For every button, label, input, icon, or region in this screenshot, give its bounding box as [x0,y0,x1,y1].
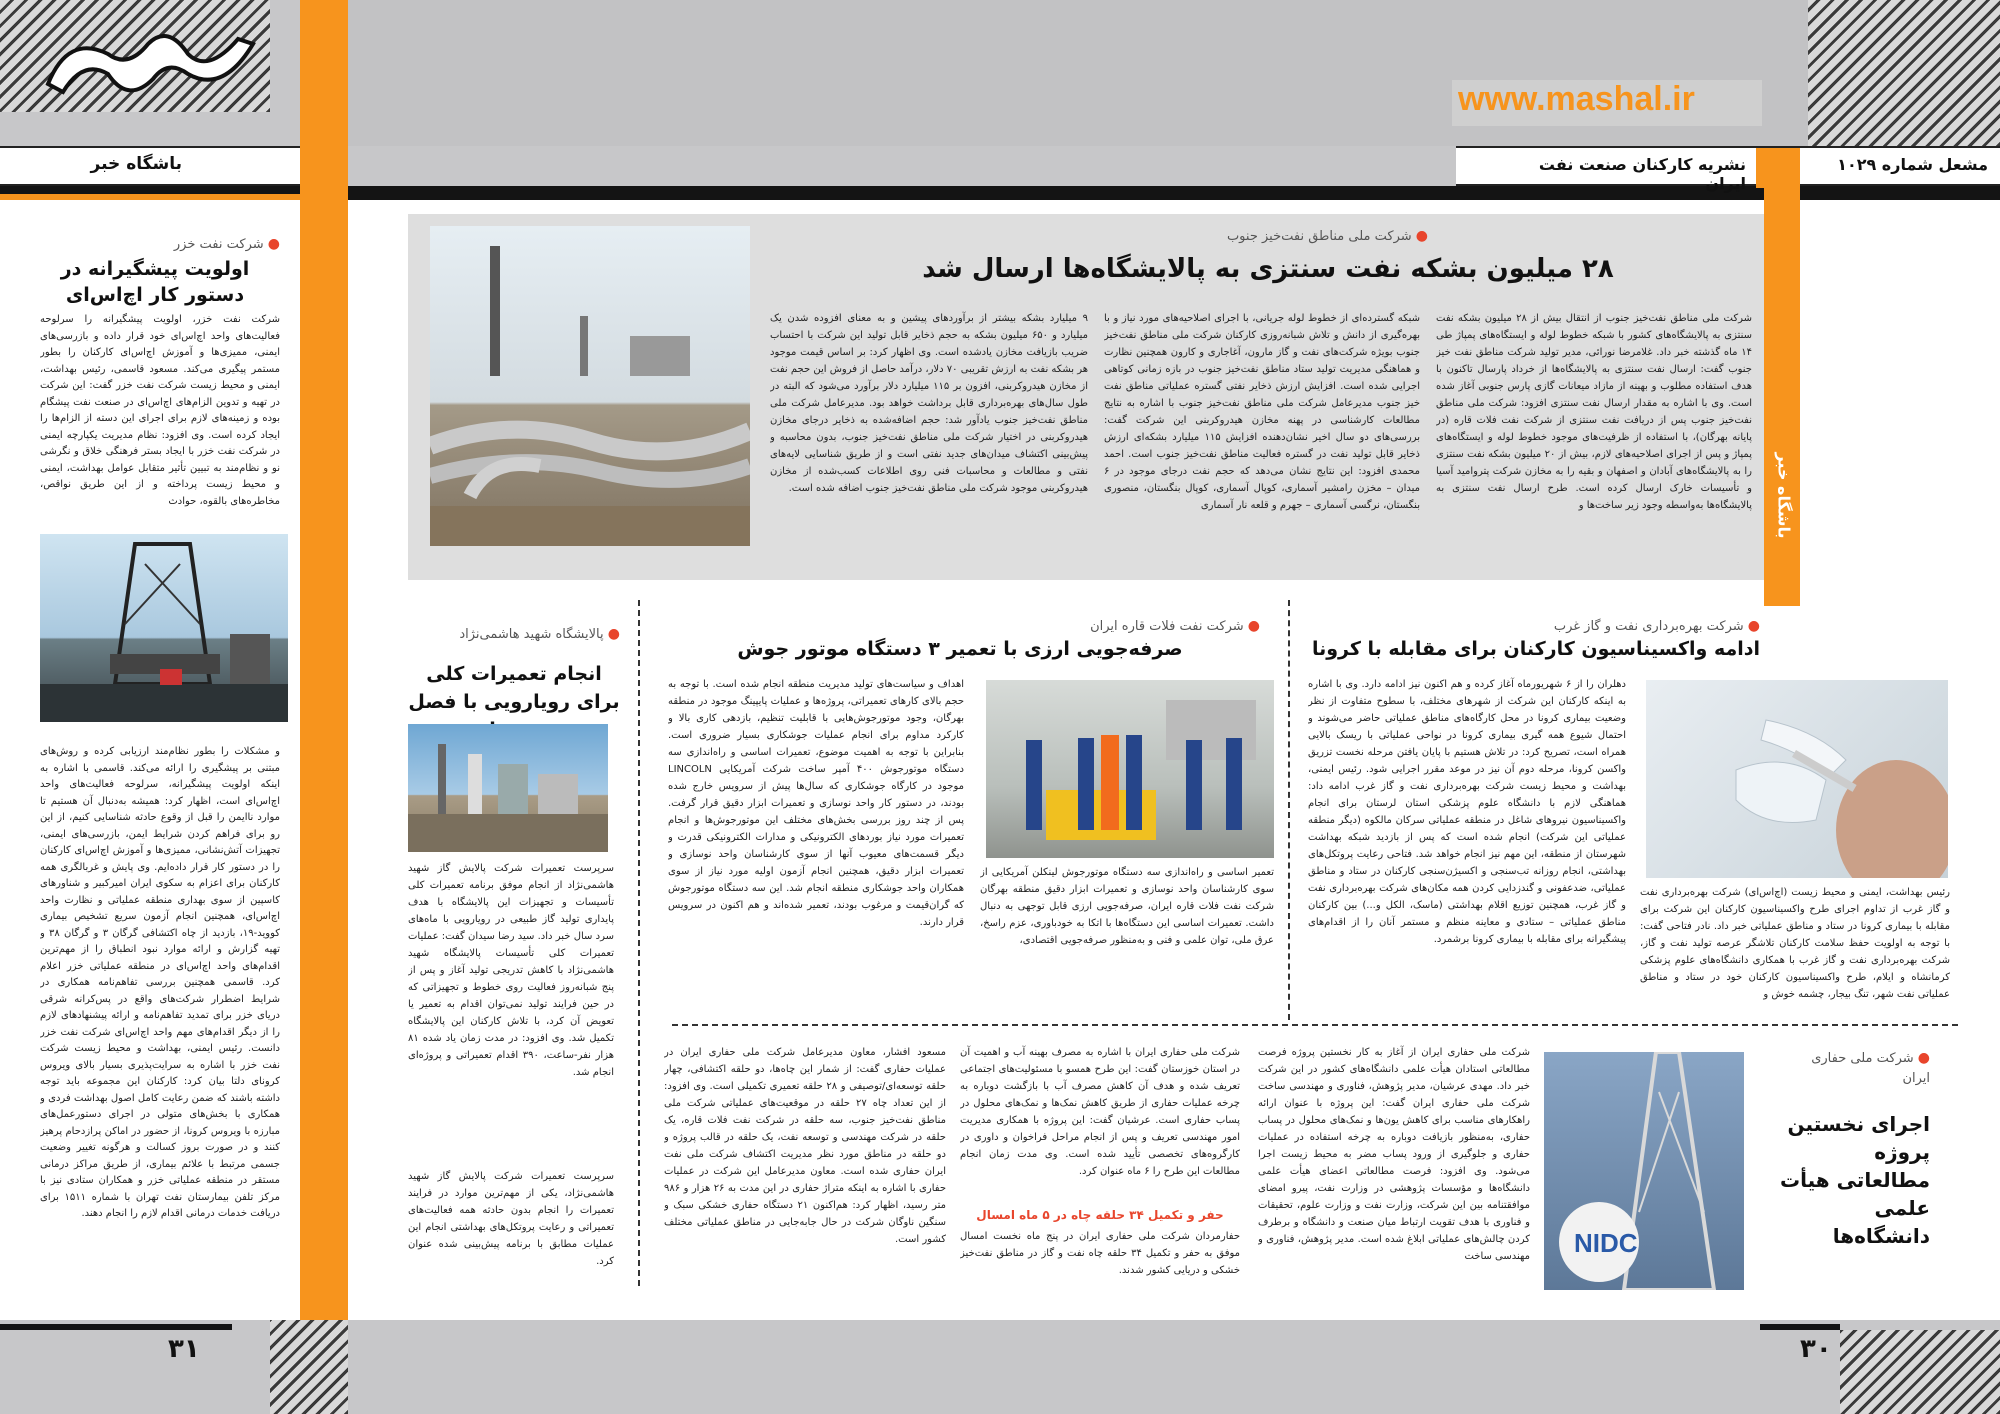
engines-text-1: اهداف و سیاست‌های تولید مدیریت منطقه انجام شده است. با توجه به حجم بالای کارهای تعمیراتی، پروژه‌ها و عملیات پایپینگ موجود در منطقه بهرگان، وجود موتورجوش‌هایی با قابلیت تنظیم، بازدهی کاری بالا و کارکرد مداوم برای انجام عملیات جوشکاری بسیار ضروری است. بنابراین با توجه به اهمیت موضوع، تعمیرات اساسی و راه‌اندازی سه دستگاه موتورجوش ۴۰۰ آمپر ساخت شرکت آمریکایی LINCOLN موجود در کارگاه جوشکاری که سال‌ها پیش از سرویس خارج شده بودند، در دستور کار واحد نوسازی و تعمیرات ابزار دقیق قرار گرفت. پس از چند روز بررسی بخش‌های مختلف این موتورجوش‌ها و انجام تعمیرات مورد نیاز بوردهای الکترونیکی و مدارات الکترونیکی قدرت و دیگر قسمت‌های معیوب آنها از سوی کارشناسان واحد نوسازی و تعمیرات ابزار دقیق، همچنین انجام آزمون اولیه مورد نیاز از سوی همکاران واحد جوشکاری منطقه انجام شد. این سه دستگاه موتورجوش که گران‌قیمت و مرغوب بودند، تعمیر شده‌اند و هم اکنون در سرویس قرار دارند. [668,679,964,928]
oil-facility-photo [430,226,750,546]
issue-number: مشعل شماره ۱۰۲۹ [1837,155,1988,174]
website-banner [1452,80,1762,126]
divider-1 [1288,600,1290,1020]
section-title: باشگاه خبر [90,154,182,174]
page-number-right: ۳۰ [1760,1320,2000,1390]
drilling-text-1: شرکت ملی حفاری ایران از آغاز به کار نخستین پروژه فرصت مطالعاتی استادان هیأت علمی دانشگاه‌های کشور در این شرکت خبر داد. مهدی عرشیان، مدیر پژوهش، فناوری و مهندسی ساخت شرکت ملی حفاری ایران گفت: این پروژه با عنوان ارائه راهکارهای مناسب برای کاهش یون‌ها و نمک‌های محلول در پساب حفاری، به‌منظور بازیافت دوباره به چرخه استفاده در عملیات حفاری و جلوگیری از ورود پساب مضر به محیط زیست اجرا می‌شود. وی افزود: فرصت مطالعاتی اعضای هیأت علمی دانشگاه‌ها و مؤسسات پژوهشی در وزارت نفت، پیرو امضای موافقتنامه بین این شرکت، وزارت نفت و وزارت علوم، تحقیقات و فناوری با هدف تقویت ارتباط میان صنعت و دانشگاه و برطرف کردن چالش‌های عملیاتی ابلاغ شده است. مدیر پژوهش، فناوری و مهندسی ساخت [1258,1047,1530,1262]
drilling-kicker: ● شرکت ملی حفاری ایران [1811,1050,1930,1086]
website-url[interactable]: www.mashal.ir [1458,80,1695,118]
vaccine-caption: رئیس بهداشت، ایمنی و محیط زیست (اچ‌اس‌ای) شرکت بهره‌برداری نفت و گاز غرب از تداوم اجرای طرح واکسیناسیون کارکنان این شرکت برای مقابله با بیماری کرونا در ستاد و مناطق عملیاتی خبر داد. نادر فتاحی گفت: با توجه به اولویت حفظ سلامت کارکنان تلاشگر عرصه تولید نفت و گاز، شرکت بهره‌برداری نفت و گاز غرب با همکاری دانشگاه‌های علوم پزشکی کرمانشاه و ایلام، طرح واکسیناسیون کارکنان خود در ستاد و مناطق عملیاتی نفت شهر، تنگ بیجار، چشمه خوش و [1640,887,1950,1000]
left-text-1: شرکت نفت خزر، اولویت پیشگیرانه را سرلوحه فعالیت‌های واحد اچ‌اس‌ای خود قرار داده و بازرسی‌های ایمنی، ممیزی‌ها و آموزش اچ‌اس‌ای کارکنان را بطور مستمر پیگیری می‌کند. مسعود قاسمی، رئیس بهداشت، ایمنی و محیط زیست شرکت نفت خزر گفت: این شرکت در تهیه و تدوین الزام‌های اچ‌اس‌ای در صنعت نفت پیشگام بوده و زمینه‌های لازم برای اجرای این دسته از الزام‌ها را ایجاد کرده است. وی افزود: نظام مدیریت یکپارچه ایمنی در شرکت نفت خزر با ایجاد بستر فرهنگی خلاق و نگرشی نو و نظام‌مند به تبیین تأثیر متقابل عوامل بهداشت، ایمنی و محیط زیست پرداخته و از این طریق نواقص، مخاطره‌های بالقوه، حوادث [40,314,280,507]
drilling-text-4: مسعود افشار، معاون مدیرعامل شرکت ملی حفاری ایران در عملیات حفاری گفت: از شمار این چاه‌ها، دو حلقه اکتشافی، چهار حلقه توسعه‌ای/توصیفی و ۲۸ حلقه تعمیری تکمیلی است. وی افزود: از این تعداد چاه ۲۷ حلقه در موقعیت‌های عملیاتی شرکت ملی مناطق نفت‌خیز جنوب، سه حلقه در شرکت نفت فلات قاره، یک حلقه در شرکت مهندسی و توسعه نفت، یک حلقه در قالب پروژه و دو حلقه در مناطق مورد نظر مدیریت اکتشاف شرکت ملی نفت ایران حفاری شده است. معاون مدیرعامل این شرکت در عملیات حفاری با اشاره به اینکه متراژ حفاری در این مدت به ۲۶ هزار و ۹۸۶ متر رسید، اظهار کرد: هم‌اکنون ۲۱ دستگاه حفاری خشکی سبک و سنگین ناوگان شرکت در حال جابه‌جایی در مناطق عملیاتی مختلف کشور است. [664,1047,946,1245]
gutter-hatch [270,1320,348,1414]
engines-caption: تعمیر اساسی و راه‌اندازی سه دستگاه موتورجوش لینکلن آمریکایی از سوی کارشناسان واحد نوسازی و تعمیرات ابزار دقیق منطقه بهرگان شرکت نفت فلات قاره ایران، صرفه‌جویی ارزی قابل توجهی به دنبال داشت. تعمیرات اساسی این دستگاه‌ها با اتکا به خودباوری، عزم راسخ، عرق ملی، توان علمی و فنی و به‌منظور صرفه‌جویی اقتصادی، [980,867,1274,946]
drilling-title: اجرای نخستین پروژه مطالعاتی هیأت علمی دانشگاه‌ها [1779,1112,1930,1248]
workers-photo [986,680,1274,858]
publication-bar [1456,146,2000,193]
lead-col-2: شبکه گسترده‌ای از خطوط لوله جریانی، با اجرای اصلاحیه‌های مورد نیاز و با بهره‌گیری از دانش و تلاش شبانه‌روزی کارکنان شرکت ملی مناطق نفت‌خیز جنوب بویژه شرکت‌های نفت و گاز مارون، آغاجاری و کارون همچنین نظارت و هماهنگی مدیریت تولید ستاد مناطق نفت‌خیز جنوب در بازه زمانی کوتاهی اجرایی شده است. افزایش ارزش ذخایر نفتی گستره عملیاتی مناطق نفت خیز جنوب مدیرعامل شرکت ملی مناطق نفت‌خیز جنوب با اشاره به نتایج مطالعات کارشناسی در پهنه مخازن هیدروکربنی این شرکت گفت: بررسی‌های دو سال اخیر نشان‌دهنده افزایش ۱۱۵ میلیارد بشکه‌ای ارزش ذخایر قابل تولید نفت در گستره فعالیت مناطق نفت‌خیز جنوب است. احمد محمدی افزود: این نتایج نشان می‌دهد که حجم نفت درجای موجود در ۶ میدان – مخزن رامشیر آسماری، کوپال آسماری، کوپال بنگستان، منصوری بنگستان، نرگسی آسماری – جهرم و قلعه نار آسماری [1104,313,1420,511]
left-kicker: ● شرکت نفت خزر [173,236,280,252]
lead-title: ۲۸ میلیون بشکه نفت سنتزی به پالایشگاه‌ها ارسال شد [922,254,1614,284]
vaccine-text-1: دهلران را از ۶ شهریورماه آغاز کرده و هم اکنون نیز ادامه دارد. وی با اشاره به اینکه کارکنان این شرکت از شهرهای مختلف، با سطوح متفاوت از نظر وضعیت بیماری کرونا در محل کارگاه‌های مناطق عملیاتی حاضر می‌شوند و احتمال شیوع همه گیری بیماری کرونا در نواحی عملیاتی با ریسک بالایی همراه است، تصریح کرد: در تلاش هستیم با پایان یافتن مرحله نخست تزریق واکسن کرونا، مرحله دوم آن نیز در موعد مقرر اجرایی شود. رئیس ایمنی، بهداشت و محیط زیست شرکت بهره‌برداری نفت و گاز غرب ادامه داد: هماهنگی لازم با دانشگاه علوم پزشکی استان لرستان برای انجام واکسیناسیون نیروهای شاغل در منطقه عملیاتی سرکان مالکوه (دیگر منطقه عملیاتی این شرکت) انجام شده است که پس از بازدید شبکه بهداشت شهرستان از منطقه، این مهم نیز انجام خواهد شد. فتاحی رعایت پروتکل‌های بهداشتی، انجام روزانه تب‌سنجی و اکسیژن‌سنجی کارکنان در ستاد و مناطق عملیاتی، ضدعفونی و گندزدایی کردن همه مکان‌های شرکت بهره‌برداری نفت و گاز غرب، همچنین توزیع اقلام بهداشتی (ماسک، الکل و...) بین کارکنان مناطق عملیاتی – ستادی و معاینه منظم و مستمر آنان را از اقدام‌های پیشگیرانه برای مقابله با بیماری کرونا برشمرد. [1308,679,1626,945]
vaccination-photo [1646,680,1948,878]
lead-kicker: ● شرکت ملی مناطق نفت‌خیز جنوب [1226,228,1428,244]
gutter-orange [300,0,348,1414]
header-hatch-right [1808,0,2000,146]
refinery-text-1: سرپرست تعمیرات شرکت پالایش گاز شهید هاشمی‌نژاد از انجام موفق برنامه تعمیرات کلی تأسیسات و تجهیزات این پالایشگاه با هدف پایداری تولید گاز طبیعی در رویارویی با ماه‌های سرد سال خبر داد. سید رضا سیدان گفت: عملیات تعمیرات کلی تأسیسات پالایشگاه شهید هاشمی‌نژاد با کاهش تدریجی تولید آغاز و پس از پنج شبانه‌روز فعالیت روی خطوط و تجهیزاتی که در حین فرایند تولید نمی‌توان اقدام به تعمیر یا تعویض آن کرد، با تلاش کارکنان این پالایشگاه تکمیل شد. وی افزود: در مدت زمان یاد شده ۸۱ هزار نفر-ساعت، ۳۹۰ اقدام تعمیراتی و پروژه‌ای انجام شد. [408,863,614,1078]
lead-col-1: شرکت ملی مناطق نفت‌خیز جنوب از انتقال بیش از ۲۸ میلیون بشکه نفت سنتزی به پالایشگاه‌های کشور با شبکه خطوط لوله و ایستگاه‌های پمپاژ طی ۱۴ ماه گذشته خبر داد. غلامرضا نورائی، مدیر تولید شرکت مناطق نفت خیز جنوب گفت: ارسال نفت سنتزی به پالایشگاه‌ها از خرداد پارسال تاکنون با هدف استفاده مطلوب و بهینه از مازاد میعانات گازی پارس جنوبی آغاز شده است. وی با اشاره به مقدار ارسال نفت سنتزی افزود: شرکت ملی مناطق نفت‌خیز جنوب پس از دریافت نفت سنتزی از شرکت نفت فلات قاره (در پایانه بهرگان)، با استفاده از ظرفیت‌های موجود خطوط لوله و ایستگاه‌های پمپاژ و پس از اجرای اصلاحیه‌های لازم، بیش از ۲۰ میلیون بشکه نفت سنتزی را به پالایشگاه‌های آبادان و اصفهان و بقیه را به مخازن شرکت پتروامید آسیا و تأسیسات خارک ارسال کرده است. طرح ارسال نفت سنتزی به پالایشگاه‌ها به‌واسطه وجود زیر ساخت‌ها و [1436,313,1752,511]
engines-title: صرفه‌جویی ارزی با تعمیر ۳ دستگاه موتور جوش [737,638,1183,660]
section-bar-left [0,146,300,186]
refinery-kicker: ● پالایشگاه شهید هاشمی‌نژاد [459,626,620,642]
side-tab: باشگاه خبر [1764,186,1800,606]
refinery-text-2: سرپرست تعمیرات شرکت پالایش گاز شهید هاشمی‌نژاد، یکی از مهم‌ترین موارد در فرایند تعمیرات را انجام بدون حادثه همه فعالیت‌های تعمیراتی و رعایت پروتکل‌های بهداشتی انجام این عملیات مطابق با برنامه پیش‌بینی شده عنوان کرد. [408,1171,614,1267]
lead-col-3: ۹ میلیارد بشکه بیشتر از برآوردهای پیشین و به معنای افزوده شدن یک میلیارد و ۶۵۰ میلیون بشکه به حجم ذخایر قابل تولید این شرکت با احتساب ضریب بازیافت مخازن یادشده است. وی اظهار کرد: بر اساس قیمت موجود هر بشکه نفت به ارزش تقریبی ۷۰ دلار، درآمد حاصل از فروش این حجم نفت از مخازن هیدروکربنی، افزون بر ۱۱۵ میلیارد دلار برآورد می‌شود که البته در طول سال‌های بهره‌برداری قابل برداشت خواهد بود. مدیرعامل شرکت ملی مناطق نفت‌خیز جنوب یادآور شد: حجم اضافه‌شده به ذخایر درجای مخازن هیدروکربنی در اختیار شرکت ملی مناطق نفت‌خیز جنوب، بدون محاسبه و پیش‌بینی اکتشاف میدان‌های جدید نفتی است و از طریق شناسایی لایه‌های نفتی و مطالعات و محاسبات فنی روی اطلاعات کسب‌شده از مخازن هیدروکربنی موجود شرکت ملی مناطق نفت‌خیز جنوب اضافه شده است. [770,313,1088,494]
divider-3 [672,1024,1958,1026]
page-number-left: ۳۱ [0,1320,270,1390]
left-text-2: و مشکلات را بطور نظام‌مند ارزیابی کرده و روش‌های مبتنی بر پیشگیری را ارائه می‌کند. قاسمی با اشاره به اینکه اولویت پیشگیرانه، سرلوحه فعالیت‌های واحد اچ‌اس‌ای است، اظهار کرد: همیشه به‌دنبال آن هستیم تا موارد ناایمن را قبل از وقوع حادثه شناسایی کنیم، از این رو برای فراهم کردن شرایط ایمن، بازرسی‌های ایمنی، تجهیزات آتش‌نشانی، ممیزی‌ها و آموزش اچ‌اس‌ای کارکنان را در دستور کار قرار داده‌ایم. وی پایش و غربالگری همه کارکنان برای اعزام به سکوی ایران امیرکبیر و شناورهای کاسپین از سوی بهداری منطقه عملیاتی و نظارت واحد اچ‌اس‌ای، همچنین انجام آزمون سریع تشخیص بیماری کووید-۱۹، بازدید از چاه اکتشافی گرگان ۳ و گرگان ۳۸ و تهیه گزارش و ارائه موارد نبود انطباق را از مهم‌ترین اقدام‌های واحد اچ‌اس‌ای در منطقه عملیاتی خزر اعلام کرد. قاسمی همچنین بررسی تفاهم‌نامه همکاری در شرایط اضطرار شرکت‌های واقع در پس‌کرانه شرقی دریای خزر برای تمدید تفاهم‌نامه و ارائه پیشنهادهای لازم را از دیگر اقدام‌های مهم واحد اچ‌اس‌ای شرکت نفت خزر دانست. رئیس ایمنی، بهداشت و محیط زیست شرکت نفت خزر با اشاره به سرایت‌پذیری بسیار بالای ویروس کرونای دلتا بیان کرد: کارکنان این مجموعه باید توجه داشته باشند که ضمن رعایت کامل اصول بهداشت فردی و همکاری با بخش‌های متولی در اجرای دستورعمل‌های مبارزه با ویروس کرونا، از حضور در اماکن پرازدحام پرهیز کنند و در صورت بروز کسالت و هرگونه تغییر وضعیت جسمی مرتبط با علائم بیماری، از طریق مراکز درمانی مستقر در منطقه عملیاتی خزر و همکاران ستادی نیز با مرکز تلفن بیمارستان نفت تهران با شماره ۱۵۱۱ برای دریافت خدمات درمانی اقدام لازم را انجام دهند. [40,746,280,1219]
publication-title: نشریه کارکنان صنعت نفت ایران [1538,155,1746,193]
refinery-title: انجام تعمیرات کلی برای رویارویی با فصل [408,663,620,713]
masthead-logo [38,14,263,104]
divider-2 [638,600,640,1286]
svg-text:NIDC: NIDC [1574,1228,1638,1258]
footer-hatch-right [1840,1330,2000,1414]
refinery-photo [408,724,608,852]
engines-kicker: ● شرکت نفت فلات قاره ایران [1090,618,1260,634]
left-title: اولویت پیشگیرانه در دستور کار اچ‌اس‌ای [60,258,250,306]
drilling-subhead: حفر و تکمیل ۳۴ حلقه چاه در ۵ ماه امسال [976,1208,1224,1222]
lead-article [408,214,1764,580]
nidc-rig-photo [1544,1052,1744,1290]
vaccine-kicker: ● شرکت بهره‌برداری نفت و گاز غرب [1553,618,1760,634]
drilling-text-2: شرکت ملی حفاری ایران با اشاره به مصرف بهینه آب و اهمیت آن در استان خوزستان گفت: این طرح همسو با مسئولیت‌های اجتماعی تعریف شده و هدف آن کاهش مصرف آب با بازگشت دوباره به چرخه عملیات حفاری از طریق کاهش نمک‌ها و نمک‌های محلول در پساب حفاری است. عرشیان گفت: این پروژه با همکاری مدیریت امور مهندسی تعریف و پس از انجام مراحل فراخوان و داوری در کارگروه‌های تخصصی تأیید شده است. وی مدت زمان انجام مطالعات این طرح را ۶ ماه عنوان کرد. [960,1047,1240,1177]
drilling-rig-photo [40,534,288,722]
vaccine-title: ادامه واکسیناسیون کارکنان برای مقابله با کرونا [1311,638,1760,660]
drilling-text-3: حفارمردان شرکت ملی حفاری ایران در پنج ماه نخست امسال موفق به حفر و تکمیل ۳۴ حلقه چاه نفت و گاز در مناطق نفت‌خیز خشکی و دریایی کشور شدند. [960,1231,1240,1276]
